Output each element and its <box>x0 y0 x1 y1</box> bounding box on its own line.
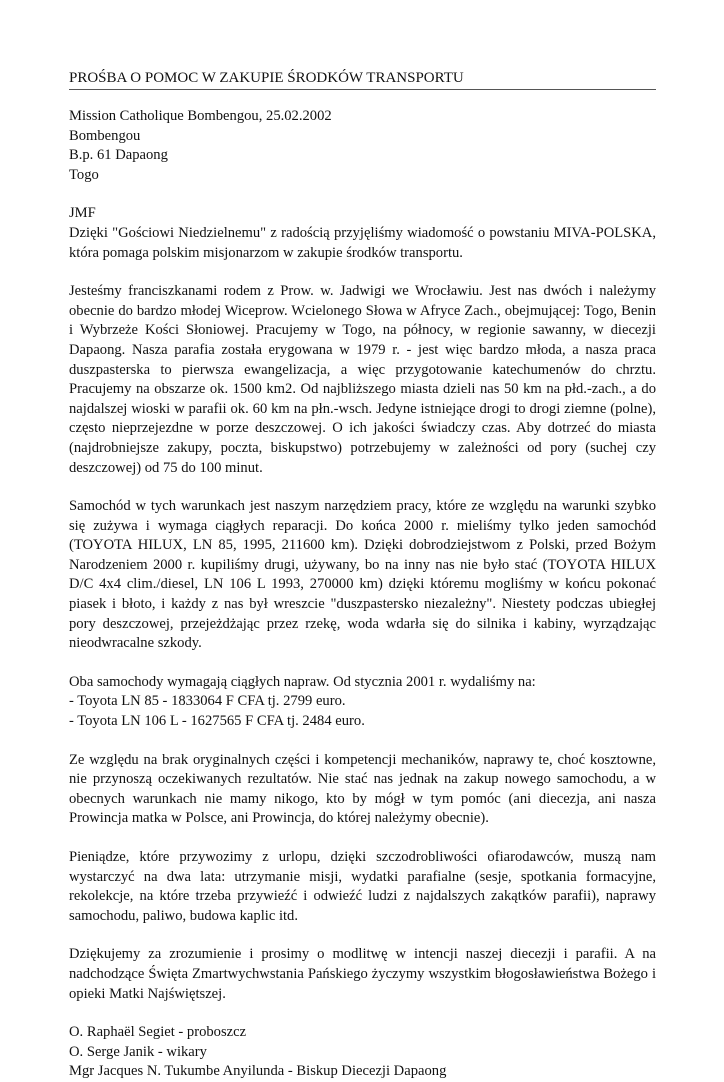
letter-page <box>69 0 656 1082</box>
paragraph-about-mission: Jesteśmy franciszkanami rodem z Prow. w. Jadwigi we Wrocławiu. Jest nas dwóch i należymy obecnie do bardzo młodej Wiceprow. Wcielonego Słowa w Afryce Zach., obejmującej: Togo, Benin i Wybrzeże Kości Słoniowej. Pracujemy w Togo, na północy, w regionie sawanny, w diecezji Dapaong. Nasza parafia została erygowana w 1979 r. - jest więc bardzo młoda, a nasza praca duszpasterska to pierwsza ewangelizacja, a więc przygotowanie katechumenów do chrztu. Pracujemy na obszarze ok. 1500 km2. Od najbliższego miasta dzieli nas 50 km na płd.-zach., a do najdalszej wioski w parafii ok. 60 km na płn.-wsch. Jedyne istniejące drogi to drogi ziemne (polne), często nieprzejezdne w porze deszczowej. O ich jakości świadczy czas. Aby dotrzeć do miasta (najdrobniejsze zakupy, poczta, biskupstwo) potrzebujemy w zależności od pory (suchej czy deszczowej) od 75 do 100 minut. <box>69 283 656 476</box>
salutation: JMF <box>69 205 96 222</box>
repairs-item: - Toyota LN 106 L - 1627565 F CFA tj. 2484 euro. <box>69 713 365 730</box>
signature-line: Mgr Jacques N. Tukumbe Anyilunda - Biskup Diecezji Dapaong <box>69 1063 447 1080</box>
paragraph-about-costs: Ze względu na brak oryginalnych części i kompetencji mechaników, naprawy te, choć kosztowne, nie przynoszą oczekiwanych rezultatów. Nie stać nas jednak na zakup nowego samochodu, a w obecnych warunkach nie mamy nikogo, kto by mógł w tym pomóc (ani diecezja, ani nasza Prowincja matka w Polsce, ani Prowincja, do której należymy obecnie). <box>69 751 656 827</box>
header-country: Togo <box>69 166 99 183</box>
document-title: PROŚBA O POMOC W ZAKUPIE ŚRODKÓW TRANSPORTU <box>69 68 656 90</box>
repairs-intro: Oba samochody wymagają ciągłych napraw. Od stycznia 2001 r. wydaliśmy na: <box>69 673 536 690</box>
intro-paragraph: Dzięki "Gościowi Niedzielnemu" z radością przyjęliśmy wiadomość o powstaniu MIVA-POLSKA, która pomaga polskim misjonarzom w zakupie środków transportu. <box>69 224 656 261</box>
paragraph-closing: Dziękujemy za zrozumienie i prosimy o modlitwę w intencji naszej diecezji i parafii. A na nadchodzące Święta Zmartwychwstania Pańskiego życzymy wszystkim błogosławieństwa Bożego i opieki Matki Najświętszej. <box>69 946 656 1002</box>
paragraph-about-cars: Samochód w tych warunkach jest naszym narzędziem pracy, które ze względu na warunki szybko się zużywa i wymaga ciągłych reparacji. Do końca 2000 r. mieliśmy tylko jeden samochód (TOYOTA HILUX, LN 85, 1995, 211600 km). Dzięki dobrodziejstwom z Polski, przed Bożym Narodzeniem 2000 r. kupiliśmy drugi, używany, bo na inny nas nie było stać (TOYOTA HILUX D/C 4x4 clim./diesel, LN 106 L 1993, 270000 km) dzięki któremu mogliśmy w końcu pokonać piasek i błoto, i każdy z nas był wreszcie "duszpastersko niezależny". Niestety podczas ubiegłej pory deszczowej, przejeżdżając przez rzekę, woda wdarła się do silnika i kabiny, wyrządzając nieodwracalne szkody. <box>69 498 656 652</box>
repairs-list <box>69 673 656 732</box>
paragraph-about-money: Pieniądze, które przywozimy z urlopu, dzięki szczodrobliwości ofiarodawców, muszą nam wystarczyć na dwa lata: utrzymanie misji, wydatki parafialne (sesje, spotkania formacyjne, rekolekcje, na które trzeba przywieźć i odwieźć ludzi z najdalszych zakątków parafii), naprawy samochodu, paliwo, budowa kaplic itd. <box>69 849 656 924</box>
signatures <box>69 1023 656 1082</box>
signature-line: O. Serge Janik - wikary <box>69 1043 207 1060</box>
header-place-date: Mission Catholique Bombengou, 25.02.2002 <box>69 108 332 124</box>
repairs-item: - Toyota LN 85 - 1833064 F CFA tj. 2799 euro. <box>69 693 346 710</box>
letter-header <box>69 107 656 185</box>
signature-line: O. Raphaël Segiet - proboszcz <box>69 1024 247 1041</box>
header-town: Bombengou <box>69 127 141 144</box>
salutation-block <box>69 204 656 263</box>
header-po-box: B.p. 61 Dapaong <box>69 147 168 164</box>
